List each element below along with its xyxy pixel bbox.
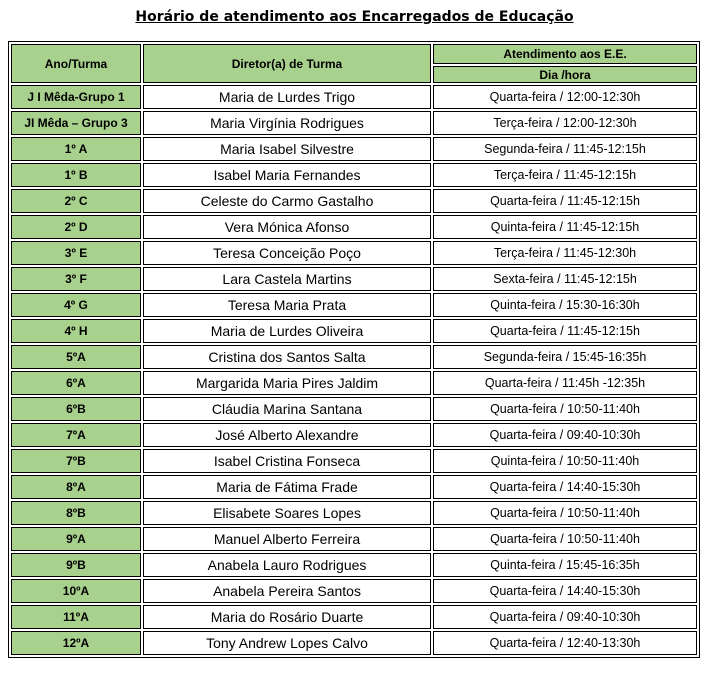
cell-ano-turma: 7ºA — [11, 423, 141, 447]
cell-diretor: Maria Isabel Silvestre — [143, 137, 431, 161]
cell-dia-hora: Quarta-feira / 09:40-10:30h — [433, 423, 697, 447]
cell-diretor: Maria de Lurdes Trigo — [143, 85, 431, 109]
table-row — [11, 85, 697, 109]
cell-diretor: Vera Mónica Afonso — [143, 215, 431, 239]
cell-dia-hora: Quarta-feira / 10:50-11:40h — [433, 501, 697, 525]
table-row — [11, 579, 697, 603]
cell-dia-hora: Quinta-feira / 10:50-11:40h — [433, 449, 697, 473]
cell-dia-hora: Segunda-feira / 11:45-12:15h — [433, 137, 697, 161]
cell-ano-turma: 5ºA — [11, 345, 141, 369]
cell-dia-hora: Quinta-feira / 15:45-16:35h — [433, 553, 697, 577]
cell-diretor: Manuel Alberto Ferreira — [143, 527, 431, 551]
header-dia-hora: Dia /hora — [433, 66, 697, 83]
cell-diretor: Isabel Maria Fernandes — [143, 163, 431, 187]
table-row — [11, 475, 697, 499]
cell-ano-turma: 1º B — [11, 163, 141, 187]
cell-diretor: Lara Castela Martins — [143, 267, 431, 291]
cell-diretor: Anabela Pereira Santos — [143, 579, 431, 603]
cell-diretor: Elisabete Soares Lopes — [143, 501, 431, 525]
table-row — [11, 631, 697, 655]
cell-dia-hora: Quarta-feira / 12:40-13:30h — [433, 631, 697, 655]
page-title: Horário de atendimento aos Encarregados de Educação — [135, 9, 574, 25]
table-row — [11, 215, 697, 239]
cell-dia-hora: Quarta-feira / 12:00-12:30h — [433, 85, 697, 109]
cell-ano-turma: 9ºA — [11, 527, 141, 551]
cell-dia-hora: Sexta-feira / 11:45-12:15h — [433, 267, 697, 291]
cell-dia-hora: Quarta-feira / 11:45h -12:35h — [433, 371, 697, 395]
cell-diretor: Cláudia Marina Santana — [143, 397, 431, 421]
table-row — [11, 111, 697, 135]
header-atendimento: Atendimento aos E.E. — [433, 44, 697, 64]
cell-dia-hora: Quarta-feira / 11:45-12:15h — [433, 319, 697, 343]
cell-ano-turma: 4º H — [11, 319, 141, 343]
cell-diretor: Tony Andrew Lopes Calvo — [143, 631, 431, 655]
table-row — [11, 371, 697, 395]
table-row — [11, 293, 697, 317]
schedule-table — [8, 41, 700, 658]
cell-ano-turma: 1º A — [11, 137, 141, 161]
cell-dia-hora: Terça-feira / 11:45-12:15h — [433, 163, 697, 187]
table-row — [11, 397, 697, 421]
cell-ano-turma: 10ºA — [11, 579, 141, 603]
table-row — [11, 345, 697, 369]
cell-ano-turma: 3º E — [11, 241, 141, 265]
cell-ano-turma: 12ºA — [11, 631, 141, 655]
cell-ano-turma: 4º G — [11, 293, 141, 317]
cell-dia-hora: Quarta-feira / 10:50-11:40h — [433, 397, 697, 421]
cell-ano-turma: 6ºB — [11, 397, 141, 421]
cell-ano-turma: 8ºA — [11, 475, 141, 499]
table-row — [11, 267, 697, 291]
table-row — [11, 527, 697, 551]
table-row — [11, 449, 697, 473]
cell-dia-hora: Quarta-feira / 14:40-15:30h — [433, 475, 697, 499]
cell-diretor: Maria Virgínia Rodrigues — [143, 111, 431, 135]
cell-diretor: Teresa Conceição Poço — [143, 241, 431, 265]
cell-dia-hora: Terça-feira / 12:00-12:30h — [433, 111, 697, 135]
cell-ano-turma: 2º D — [11, 215, 141, 239]
table-row — [11, 137, 697, 161]
table-row — [11, 189, 697, 213]
cell-dia-hora: Quinta-feira / 11:45-12:15h — [433, 215, 697, 239]
cell-diretor: Maria do Rosário Duarte — [143, 605, 431, 629]
cell-diretor: Celeste do Carmo Gastalho — [143, 189, 431, 213]
cell-dia-hora: Quarta-feira / 11:45-12:15h — [433, 189, 697, 213]
cell-ano-turma: 3º F — [11, 267, 141, 291]
cell-diretor: José Alberto Alexandre — [143, 423, 431, 447]
header-diretor: Diretor(a) de Turma — [143, 44, 431, 83]
cell-dia-hora: Quinta-feira / 15:30-16:30h — [433, 293, 697, 317]
cell-diretor: Margarida Maria Pires Jaldim — [143, 371, 431, 395]
cell-dia-hora: Terça-feira / 11:45-12:30h — [433, 241, 697, 265]
table-row — [11, 423, 697, 447]
table-row — [11, 553, 697, 577]
cell-diretor: Cristina dos Santos Salta — [143, 345, 431, 369]
schedule-rows — [11, 85, 697, 655]
table-row — [11, 163, 697, 187]
cell-diretor: Isabel Cristina Fonseca — [143, 449, 431, 473]
cell-ano-turma: 11ºA — [11, 605, 141, 629]
table-row — [11, 501, 697, 525]
cell-diretor: Teresa Maria Prata — [143, 293, 431, 317]
header-ano-turma: Ano/Turma — [11, 44, 141, 83]
cell-ano-turma: 8ºB — [11, 501, 141, 525]
cell-ano-turma: 9ºB — [11, 553, 141, 577]
cell-ano-turma: 7ºB — [11, 449, 141, 473]
cell-ano-turma: 2º C — [11, 189, 141, 213]
cell-ano-turma: JI Mêda – Grupo 3 — [11, 111, 141, 135]
cell-diretor: Anabela Lauro Rodrigues — [143, 553, 431, 577]
cell-dia-hora: Quarta-feira / 14:40-15:30h — [433, 579, 697, 603]
cell-ano-turma: J I Mêda-Grupo 1 — [11, 85, 141, 109]
table-row — [11, 605, 697, 629]
cell-dia-hora: Segunda-feira / 15:45-16:35h — [433, 345, 697, 369]
cell-dia-hora: Quarta-feira / 10:50-11:40h — [433, 527, 697, 551]
cell-diretor: Maria de Fátima Frade — [143, 475, 431, 499]
table-row — [11, 319, 697, 343]
cell-dia-hora: Quarta-feira / 09:40-10:30h — [433, 605, 697, 629]
cell-diretor: Maria de Lurdes Oliveira — [143, 319, 431, 343]
table-row — [11, 241, 697, 265]
cell-ano-turma: 6ºA — [11, 371, 141, 395]
